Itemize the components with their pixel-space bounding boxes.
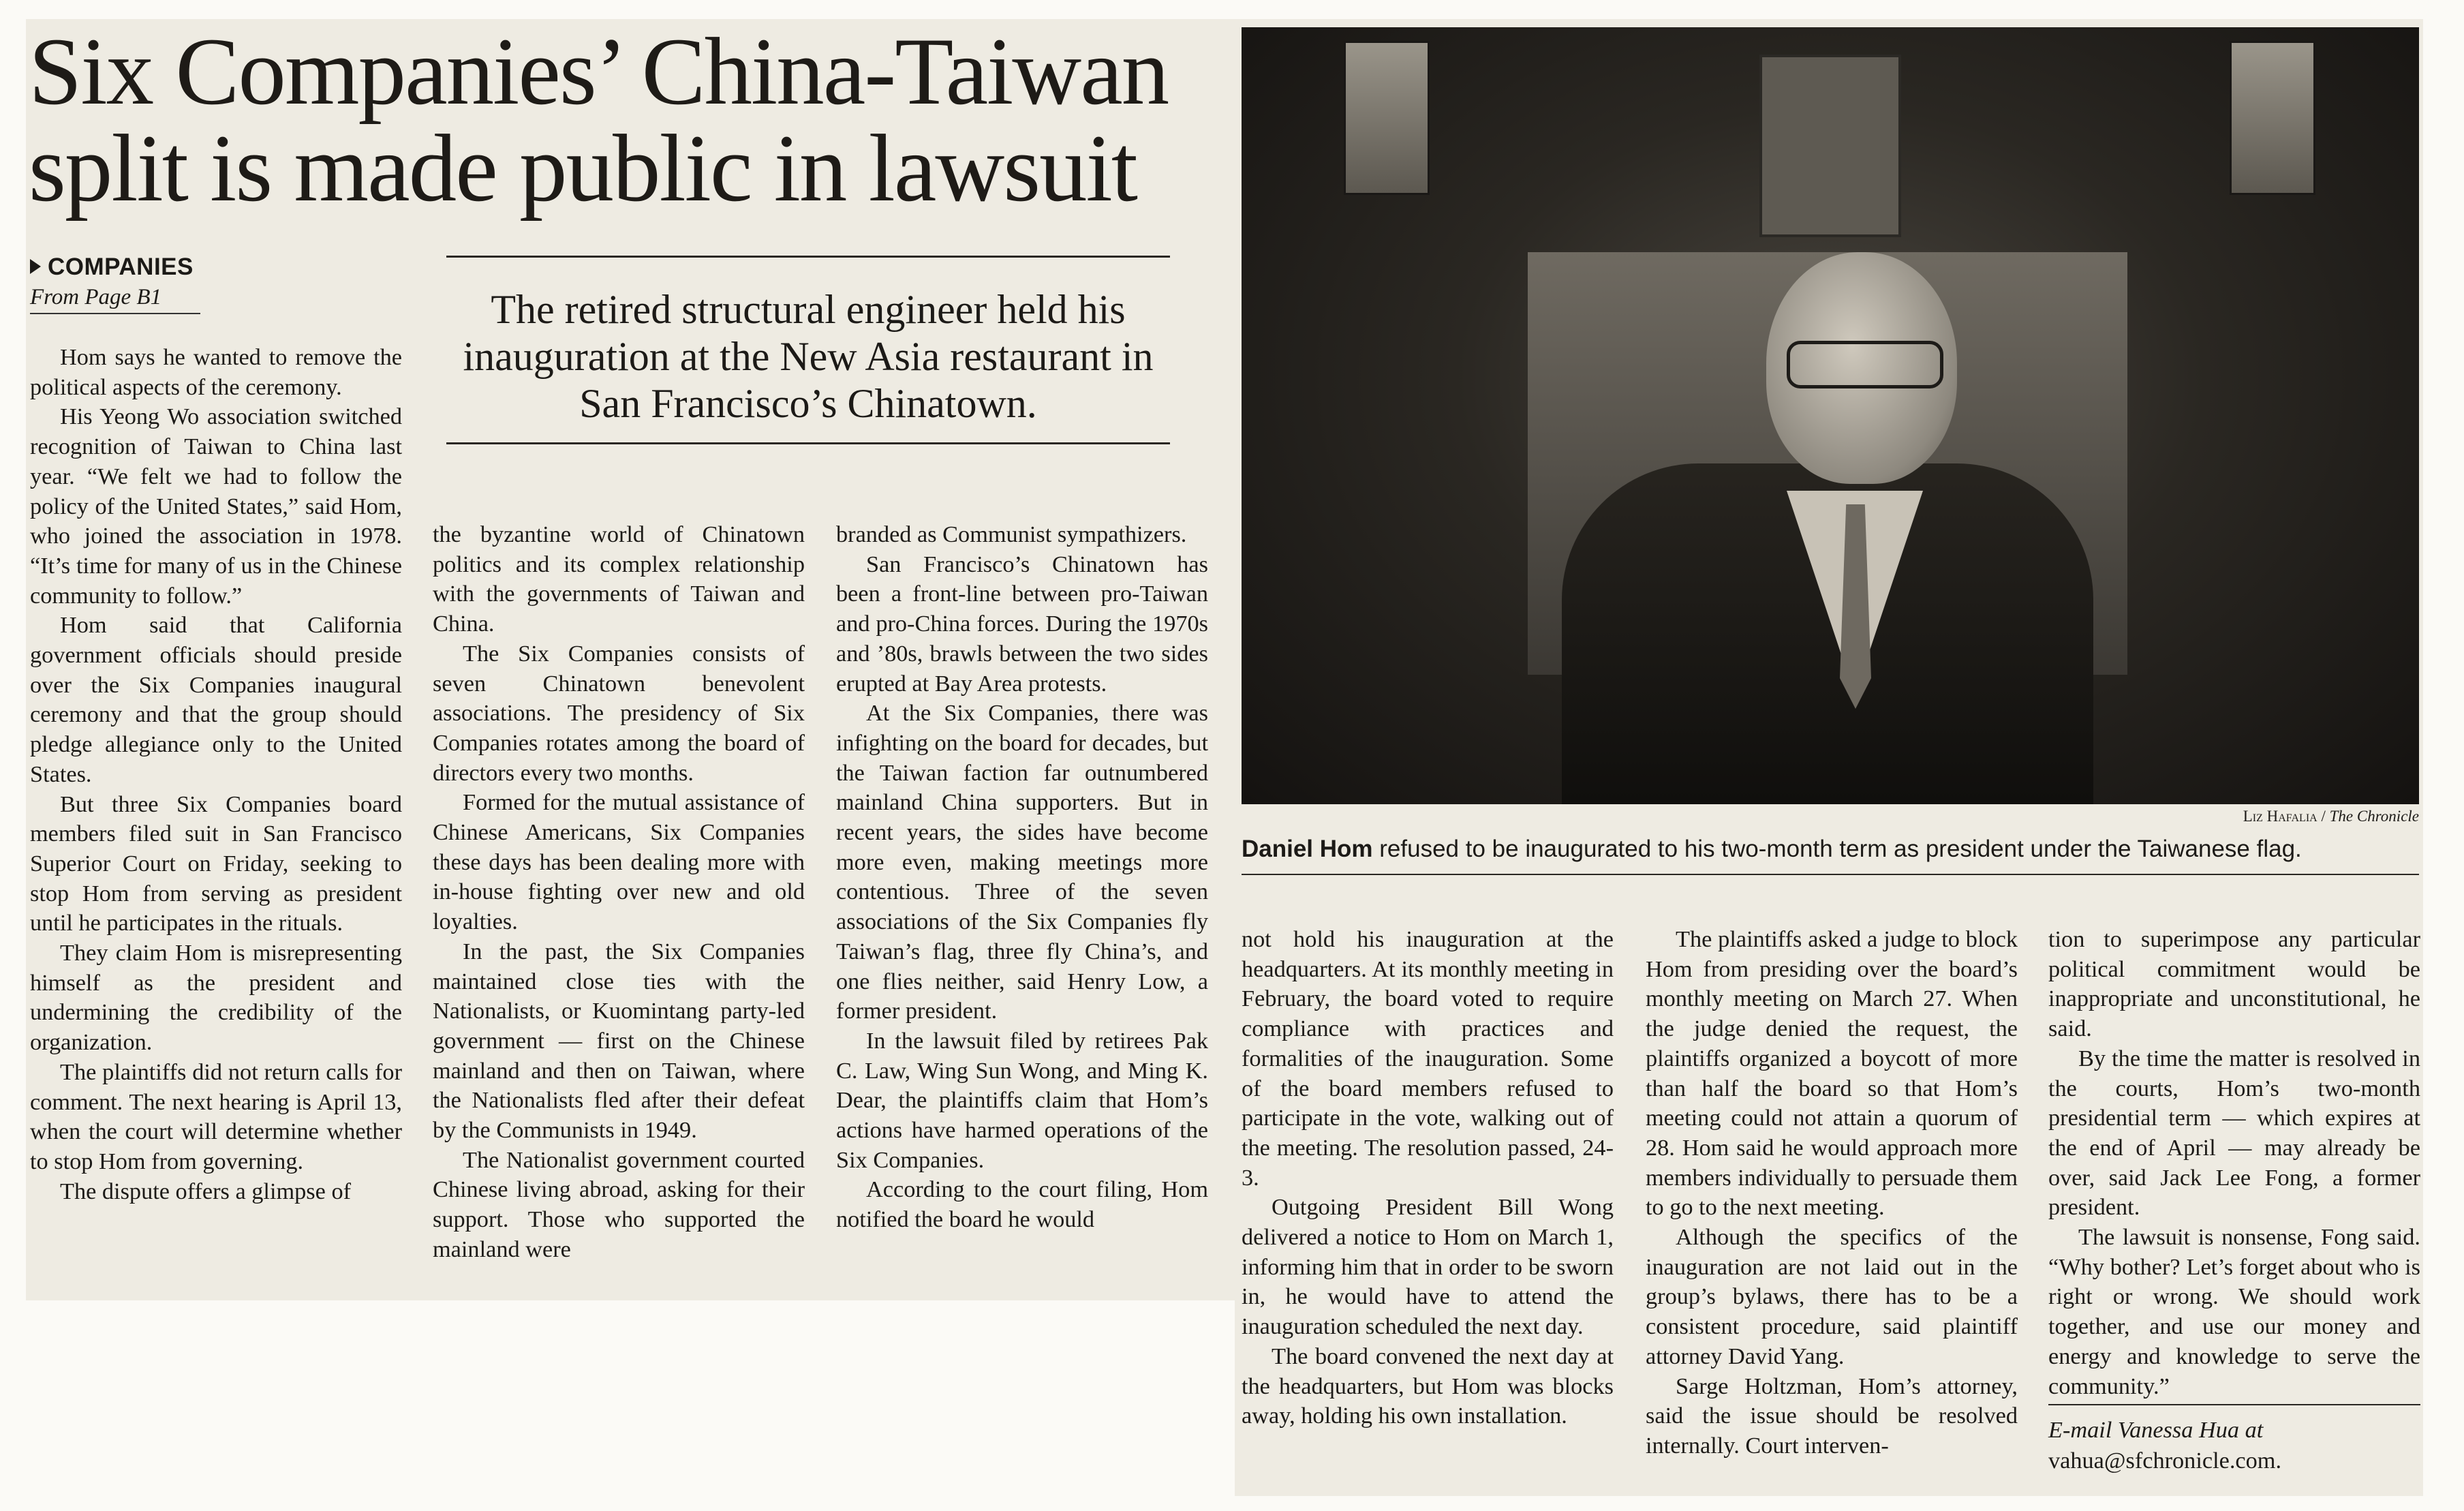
paragraph: Although the specifics of the inauguration are not laid out in the group’s bylaws, there has to be a consistent procedure, said plaintiff attorney David Yang. [1646, 1224, 2018, 1369]
article-column-4 [1242, 925, 1614, 1431]
paragraph: The Six Companies consists of seven Chinatown benevolent associations. The presidency of Six Companies rotates among the board of directors every two months. [433, 640, 805, 786]
kicker-label: COMPANIES [48, 254, 194, 280]
article-column-1 [30, 343, 402, 1206]
article-column-3 [836, 520, 1208, 1235]
section-kicker [30, 254, 194, 281]
byline-email: vahua@sfchronicle.com. [2048, 1448, 2282, 1474]
paragraph: Hom said that California government officials should preside over the Six Companies inaugural ceremony and that the group should pledge allegiance only to the United States. [30, 612, 402, 787]
photo-lantern [1344, 41, 1430, 195]
paragraph: In the past, the Six Companies maintained close ties with the Nationalists, or Kuomintang party-led government — first on the Chinese mainland and then on Taiwan, where the Nationalists fled after their defeat by the Communists in 1949. [433, 938, 805, 1144]
paragraph: By the time the matter is resolved in the courts, Hom’s two-month presidential term — which expires at the end of April — may already be over, said Jack Lee Fong, a former president. [2048, 1045, 2420, 1221]
paragraph: San Francisco’s Chinatown has been a front-line between pro-Taiwan and pro-China forces. During the 1970s and ’80s, brawls between the two sides erupted at Bay Area protests. [836, 551, 1208, 697]
paragraph: Hom says he wanted to remove the political aspects of the ceremony. [30, 344, 402, 400]
article-column-6 [2048, 925, 2420, 1401]
paragraph: The Nationalist government courted Chinese living abroad, asking for their support. Those who supported the mainland were [433, 1146, 805, 1262]
headline-line-1: Six Companies’ China-Taiwan [29, 18, 1169, 125]
article-column-2 [433, 520, 805, 1265]
photo-credit-org: The Chronicle [2329, 808, 2419, 825]
author-byline [2048, 1404, 2420, 1476]
photo-credit-name: Liz Hafalia [2243, 808, 2317, 825]
paragraph: Outgoing President Bill Wong delivered a notice to Hom on March 1, informing him that in order to be sworn in, he would have to attend the inauguration scheduled the next day. [1242, 1194, 1614, 1340]
paragraph-continued: tion to superimpose any particular political commitment would be inappropriate and unconstitutional, he said. [2048, 926, 2420, 1042]
paragraph: The plaintiffs asked a judge to block Hom from presiding over the board’s monthly meeting on March 27. When the judge denied the request, the plaintiffs organized a boycott of more than half the board so that Hom’s meeting could not attain a quorum of 28. Hom said he would approach more members individually to persuade them to go to the next meeting. [1646, 926, 2018, 1221]
photo-lantern [2230, 41, 2315, 195]
photo-credit: Liz Hafalia / The Chronicle [2243, 808, 2419, 825]
photo-wall-portrait [1759, 55, 1901, 237]
paragraph: According to the court filing, Hom notified the board he would [836, 1176, 1208, 1233]
paragraph: Formed for the mutual assistance of Chinese Americans, Six Companies these days has been dealing more with in-house fighting over new and old loyalties. [433, 789, 805, 935]
paragraph: In the lawsuit filed by retirees Pak C. Law, Wing Sun Wong, and Ming K. Dear, the plaintiffs claim that Hom’s actions have harmed operations of the Six Companies. [836, 1027, 1208, 1173]
pull-quote: The retired structural engineer held his inauguration at the New Asia restaurant in San Francisco’s Chinatown. [446, 256, 1170, 444]
paragraph: His Yeong Wo association switched recognition of Taiwan to China last year. “We felt we had to follow the policy of the United States,” said Hom, who joined the association in 1978. “It’s time for many of us in the Chinese community to follow.” [30, 403, 402, 609]
paragraph: Sarge Holtzman, Hom’s attorney, said the issue should be resolved internally. Court interven- [1646, 1373, 2018, 1459]
photo-caption [1242, 834, 2419, 875]
jump-line: From Page B1 [30, 285, 200, 314]
paragraph: They claim Hom is misrepresenting himself as the president and undermining the credibility of the organization. [30, 940, 402, 1056]
photo-daniel-hom [1242, 27, 2419, 804]
paragraph: But three Six Companies board members filed suit in San Francisco Superior Court on Friday, seeking to stop Hom from serving as president until he participates in the rituals. [30, 791, 402, 936]
byline-label: E-mail Vanessa Hua at [2048, 1417, 2264, 1443]
paragraph: The plaintiffs did not return calls for comment. The next hearing is April 13, when the court will determine whether to stop Hom from governing. [30, 1058, 402, 1174]
paragraph: The dispute offers a glimpse of [60, 1178, 352, 1204]
headline-line-2: split is made public in lawsuit [29, 115, 1137, 222]
paragraph-continued: branded as Communist sympathizers. [836, 521, 1187, 547]
photo-figure-glasses [1787, 341, 1943, 388]
paragraph-continued: not hold his inauguration at the headquarters. At its monthly meeting in February, the board voted to require compliance with practices and formalities of the inauguration. Some of the board members refused to participate in the vote, walking out of the meeting. The resolution passed, 24-3. [1242, 926, 1614, 1191]
caption-text: refused to be inaugurated to his two-month term as president under the Taiwanese flag. [1379, 836, 2302, 862]
headline [29, 18, 1228, 222]
article-column-5 [1646, 925, 2018, 1461]
paragraph: The board convened the next day at the headquarters, but Hom was blocks away, holding his own installation. [1242, 1343, 1614, 1429]
paragraph: The lawsuit is nonsense, Fong said. “Why bother? Let’s forget about who is right or wrong. We should work together, and use our money and energy and knowledge to serve the community.” [2048, 1224, 2420, 1399]
caption-name: Daniel Hom [1242, 836, 1373, 862]
triangle-arrow-icon [30, 259, 41, 274]
paragraph: At the Six Companies, there was infighting on the board for decades, but the Taiwan faction far outnumbered mainland China supporters. But in recent years, the sides have become more even, making meetings more contentious. Three of the seven associations of the Six Companies fly Taiwan’s flag, three fly China’s, and one flies neither, said Henry Low, a former president. [836, 700, 1208, 1024]
paragraph-continued: the byzantine world of Chinatown politics and its complex relationship with the governments of Taiwan and China. [433, 521, 805, 637]
